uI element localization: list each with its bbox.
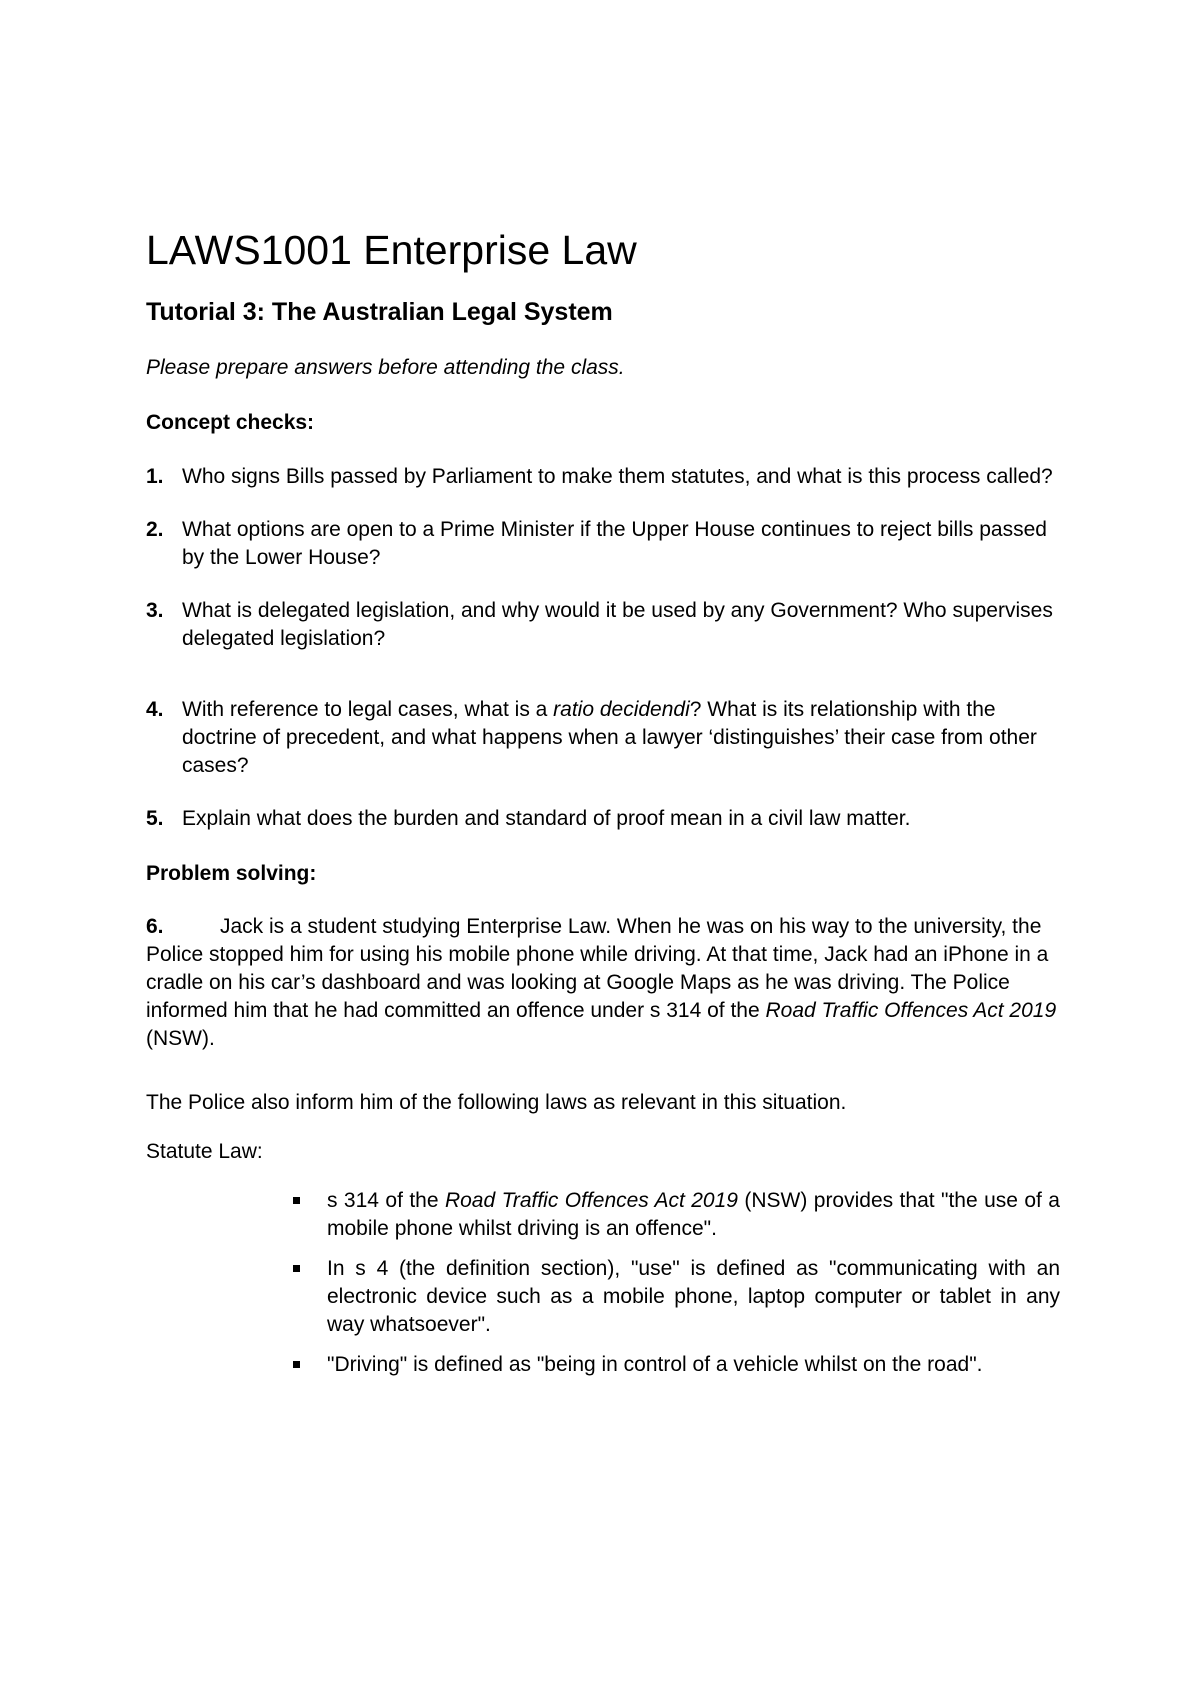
concept-checks-heading: Concept checks: (146, 411, 315, 435)
statute-bullet-1 (292, 1187, 1060, 1243)
act-name: Road Traffic Offences Act 2019 (765, 998, 1057, 1022)
question-text-start: With reference to legal cases, what is a (182, 697, 554, 721)
question-number: 4. (146, 697, 164, 721)
statute-bullet-2 (292, 1255, 1060, 1339)
problem-solving-heading: Problem solving: (146, 861, 317, 885)
question-text-end: ? What is its relationship with the doctrine of precedent, and what happens when a lawyer ‘distinguishes’ their case from other cases? (182, 697, 1037, 777)
bullet-text: In s 4 (the definition section), "use" is defined as "communicating with an electronic device such as a mobile phone, laptop computer or tablet in any way whatsoever". (327, 1256, 1060, 1336)
document-title: LAWS1001 Enterprise Law (146, 227, 637, 273)
question-5 (146, 805, 1060, 833)
problem-number: 6. (146, 914, 164, 938)
scenario-text-start: Jack is a student studying Enterprise Law. When he was on his way to the university, the Police stopped him for using his mobile phone while driving. At that time, Jack had an iPhone in a cradle on his car’s dashboard and was looking at Google Maps as he was driving. The Police informed him that he had committed an offence under s 314 of the (146, 914, 1049, 1022)
statute-bullet-3 (292, 1351, 1060, 1379)
scenario-text-end: (NSW). (146, 1026, 215, 1050)
question-number: 3. (146, 598, 164, 622)
ratio-decidendi-term: ratio decidendi (553, 697, 690, 721)
question-text: What options are open to a Prime Minister if the Upper House continues to reject bills passed by the Lower House? (182, 517, 1047, 569)
question-text: What is delegated legislation, and why would it be used by any Government? Who supervises delegated legislation? (182, 598, 1053, 650)
bullet-text (327, 1187, 1060, 1243)
act-name: Road Traffic Offences Act 2019 (444, 1188, 738, 1212)
concept-checks-list (146, 463, 1060, 833)
question-2 (146, 516, 1060, 572)
square-bullet-icon (292, 1351, 327, 1379)
square-bullet-icon (292, 1187, 327, 1243)
question-number: 5. (146, 806, 164, 830)
question-text (182, 696, 1060, 780)
problem-scenario (146, 913, 1060, 1053)
police-paragraph: The Police also inform him of the following laws as relevant in this situation. (146, 1090, 847, 1114)
question-1 (146, 463, 1060, 491)
instruction-text: Please prepare answers before attending the class. (146, 356, 625, 380)
document-page (146, 226, 1060, 1391)
question-number: 2. (146, 517, 164, 541)
bullet-text-start: s 314 of the (327, 1188, 445, 1212)
question-3 (146, 597, 1060, 653)
bullet-text: "Driving" is defined as "being in control of a vehicle whilst on the road". (327, 1352, 983, 1376)
question-text: Explain what does the burden and standard of proof mean in a civil law matter. (182, 806, 911, 830)
statute-law-label: Statute Law: (146, 1139, 263, 1163)
bullet-text-end: (NSW) provides that "the use of a mobile phone whilst driving is an offence". (327, 1188, 1060, 1240)
question-text: Who signs Bills passed by Parliament to make them statutes, and what is this process called? (182, 464, 1053, 488)
square-bullet-icon (292, 1255, 327, 1339)
statute-bullets (146, 1187, 1060, 1379)
question-number: 1. (146, 464, 164, 488)
question-4 (146, 696, 1060, 780)
tutorial-subtitle: Tutorial 3: The Australian Legal System (146, 298, 613, 327)
